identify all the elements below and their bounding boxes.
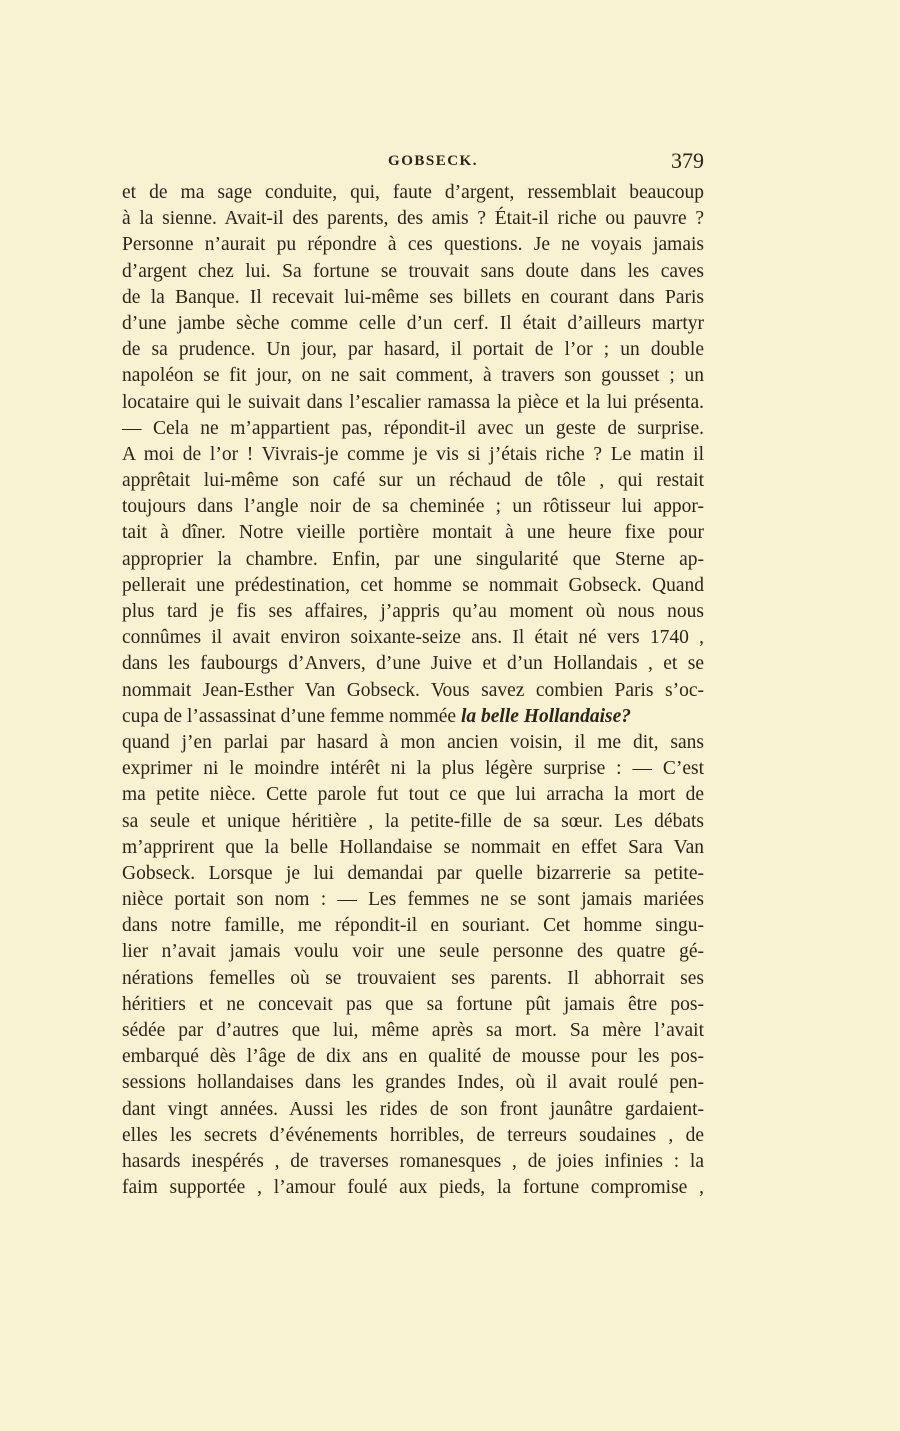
text-line: tait à dîner. Notre vieille portière montait à une heure fixe pour xyxy=(122,522,704,544)
text-line: exprimer ni le moindre intérêt ni la plus légère surprise : — C’est xyxy=(122,758,704,780)
text-line: embarqué dès l’âge de dix ans en qualité de mousse pour les pos- xyxy=(122,1046,704,1068)
text-segment: cupa de l’assassinat d’une femme nommée xyxy=(122,705,457,727)
text-line: elles les secrets d’événements horribles, de terreurs soudaines , de xyxy=(122,1124,704,1146)
text-line: toujours dans l’angle noir de sa cheminée ; un rôtisseur lui appor- xyxy=(122,496,704,518)
text-line: approprier la chambre. Enfin, par une singularité que Sterne ap- xyxy=(122,548,704,570)
text-line: pellerait une prédestination, cet homme se nommait Gobseck. Quand xyxy=(122,574,704,596)
text-line: nièce portait son nom : — Les femmes ne se sont jamais mariées xyxy=(122,889,704,911)
text-line: dant vingt années. Aussi les rides de son front jaunâtre gardaient- xyxy=(122,1098,704,1120)
text-line: et de ma sage conduite, qui, faute d’argent, ressemblait beaucoup xyxy=(122,182,704,203)
text-line: napoléon se fit jour, on ne sait comment, à travers son gousset ; un xyxy=(122,365,704,387)
text-line: Personne n’aurait pu répondre à ces questions. Je ne voyais jamais xyxy=(122,234,704,256)
text-line: d’une jambe sèche comme celle d’un cerf. Il était d’ailleurs martyr xyxy=(122,312,704,334)
text-line: à la sienne. Avait-il des parents, des amis ? Était-il riche ou pauvre ? xyxy=(122,208,704,230)
text-line: sa seule et unique héritière , la petite-fille de sa sœur. Les débats xyxy=(122,810,704,832)
text-line: d’argent chez lui. Sa fortune se trouvait sans doute dans les caves xyxy=(122,260,704,282)
text-line: hasards inespérés , de traverses romanesques , de joies infinies : la xyxy=(122,1150,704,1172)
text-line: apprêtait lui-même son café sur un réchaud de tôle , qui restait xyxy=(122,470,704,492)
text-line: — Cela ne m’appartient pas, répondit-il avec un geste de surprise. xyxy=(122,417,704,439)
text-line: sessions hollandaises dans les grandes Indes, où il avait roulé pen- xyxy=(122,1072,704,1094)
text-line: m’apprirent que la belle Hollandaise se nommait en effet Sara Van xyxy=(122,836,704,858)
italic-name: la belle Hollandaise? xyxy=(460,705,632,727)
text-line: dans notre famille, me répondit-il en souriant. Cet homme singu- xyxy=(122,915,704,937)
text-line: quand j’en parlai par hasard à mon ancien voisin, il me dit, sans xyxy=(122,731,704,753)
text-line: héritiers et ne concevait pas que sa fortune pût jamais être pos- xyxy=(122,993,704,1015)
running-title: GOBSECK. xyxy=(388,153,478,169)
text-line: nommait Jean-Esther Van Gobseck. Vous savez combien Paris s’oc- xyxy=(122,679,704,701)
body-text xyxy=(122,180,704,1201)
page-number: 379 xyxy=(671,148,704,173)
text-line: Gobseck. Lorsque je lui demandai par quelle bizarrerie sa petite- xyxy=(122,862,704,884)
text-line: de la Banque. Il recevait lui-même ses billets en courant dans Paris xyxy=(122,286,704,308)
text-line: lier n’avait jamais voulu voir une seule personne des quatre gé- xyxy=(122,941,704,963)
text-line: nérations femelles où se trouvaient ses parents. Il abhorrait ses xyxy=(122,967,704,989)
text-line: plus tard je fis ses affaires, j’appris qu’au moment où nous nous xyxy=(122,601,704,622)
text-line xyxy=(122,704,704,730)
text-line: sédée par d’autres que lui, même après sa mort. Sa mère l’avait xyxy=(122,1020,704,1041)
text-line: de sa prudence. Un jour, par hasard, il portait de l’or ; un double xyxy=(122,339,704,361)
text-line: A moi de l’or ! Vivrais-je comme je vis si j’étais riche ? Le matin il xyxy=(122,443,704,465)
text-line: faim supportée , l’amour foulé aux pieds, la fortune compromise , xyxy=(122,1177,704,1199)
text-line: dans les faubourgs d’Anvers, d’une Juive et d’un Hollandais , et se xyxy=(122,653,704,675)
text-line: ma petite nièce. Cette parole fut tout ce que lui arracha la mort de xyxy=(122,784,704,806)
text-line: locataire qui le suivait dans l’escalier ramassa la pièce et la lui présenta. xyxy=(122,391,704,413)
text-line: connûmes il avait environ soixante-seize ans. Il était né vers 1740 , xyxy=(122,627,704,649)
page-header xyxy=(122,148,704,176)
